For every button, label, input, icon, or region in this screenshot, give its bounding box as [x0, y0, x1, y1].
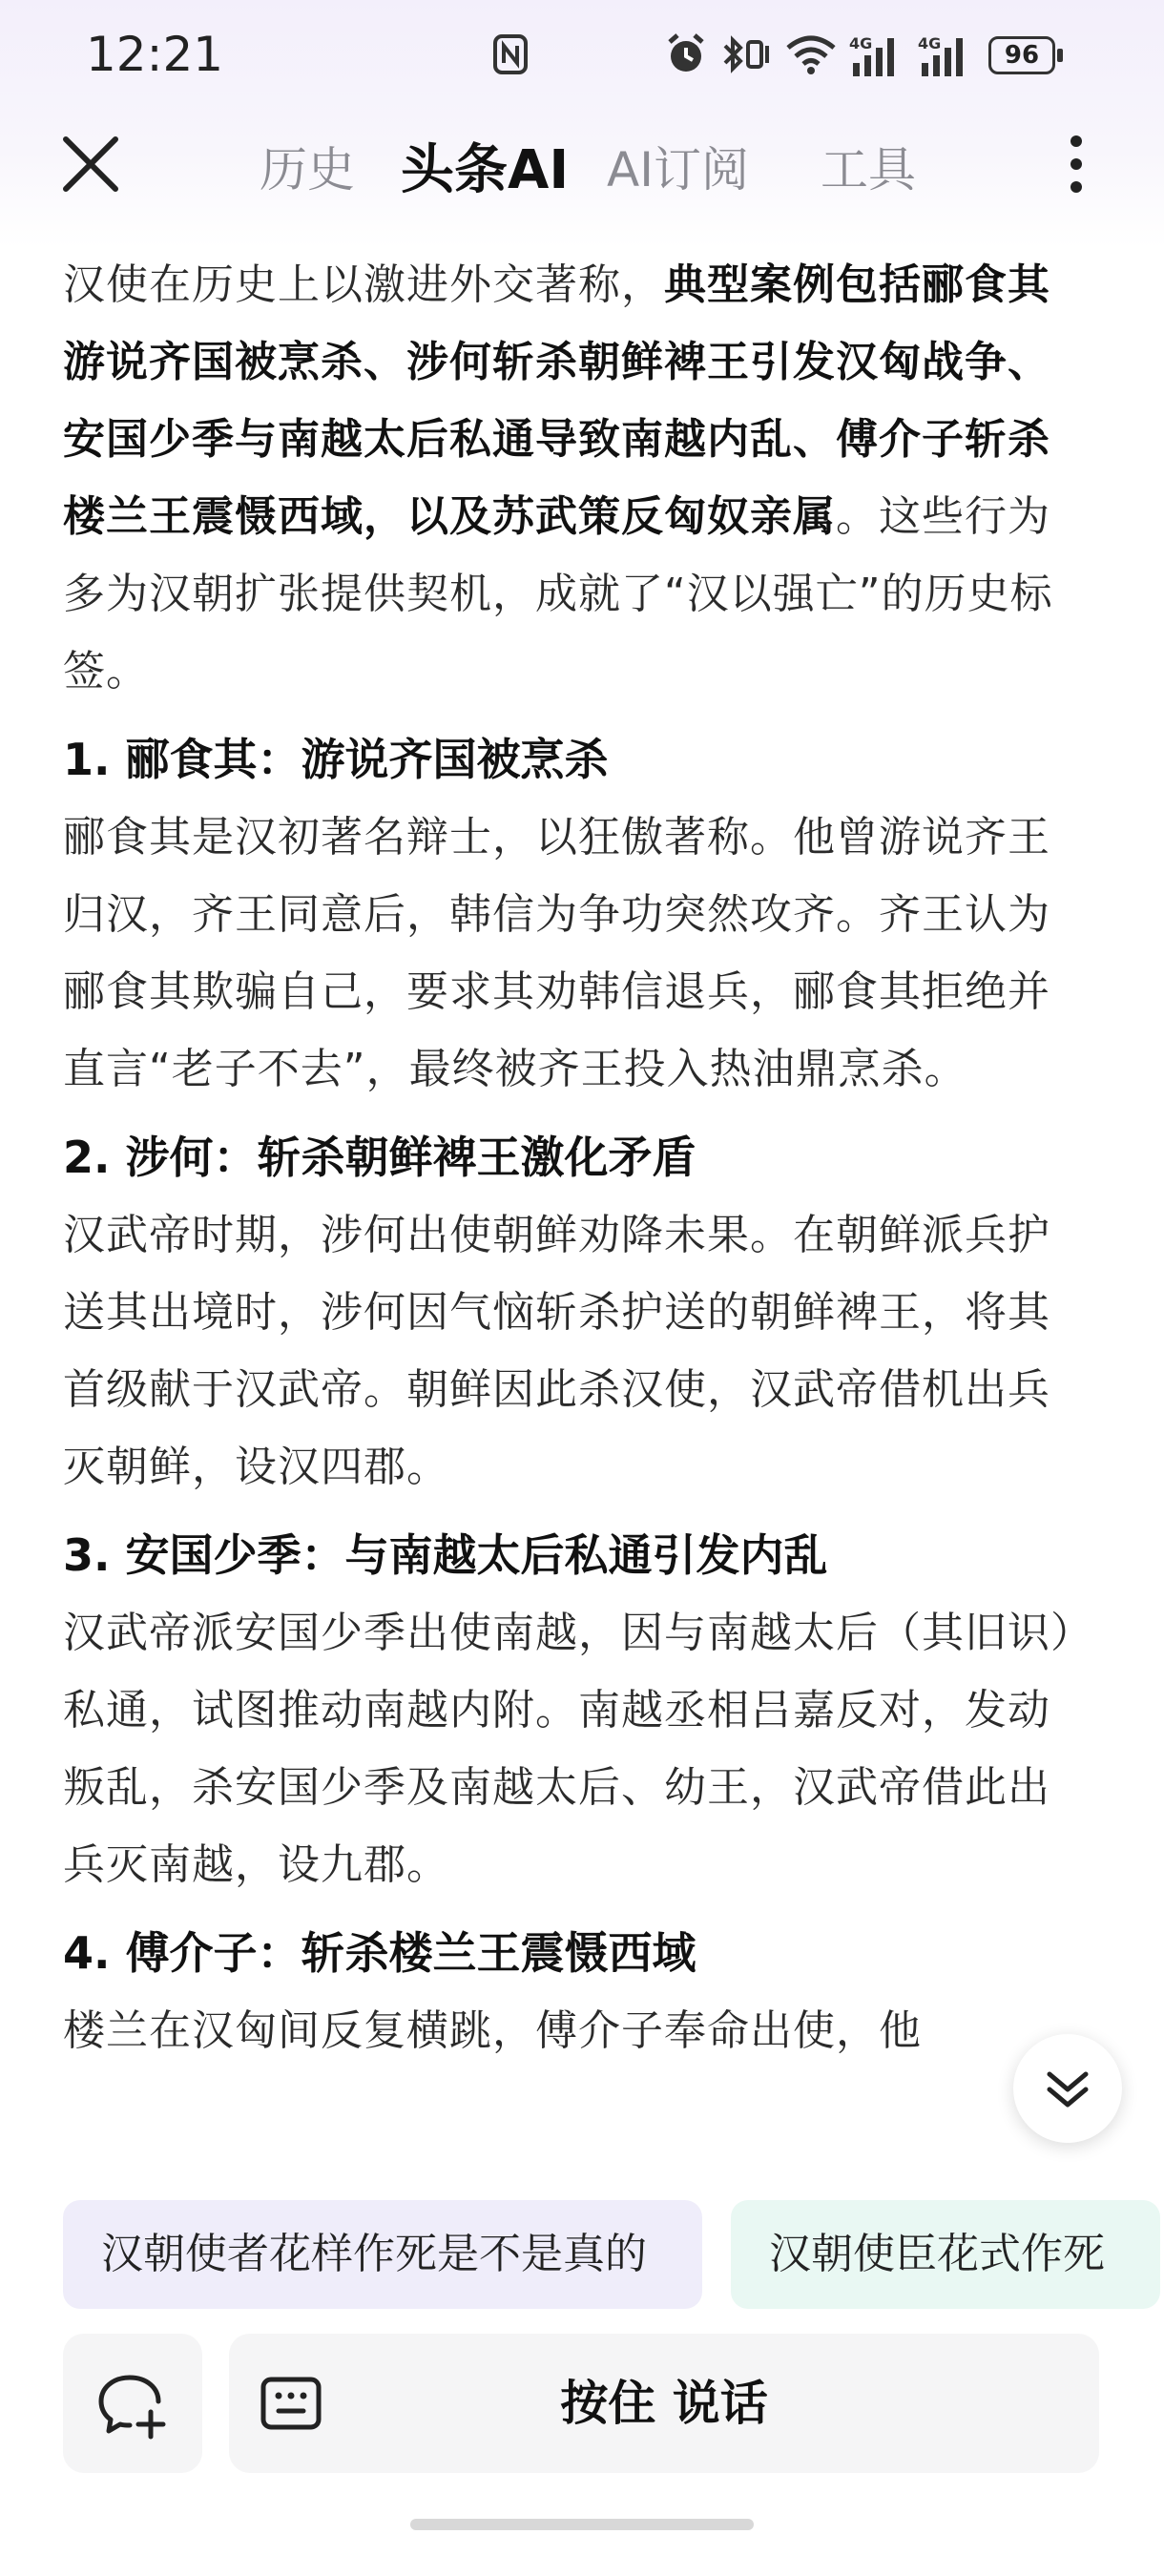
section-4	[63, 1915, 1074, 2069]
top-nav-bar	[0, 114, 1164, 210]
section-title: 2. 涉何：斩杀朝鲜裨王激化矛盾	[63, 1132, 696, 1183]
section-body: 郦食其是汉初著名辩士，以狂傲著称。他曾游说齐王归汉，齐王同意后，韩信为争功突然攻齐。齐王认为郦食其欺骗自己，要求其劝韩信退兵，郦食其拒绝并直言“老子不去”，最终被齐王投入热油鼎烹杀。	[63, 813, 1050, 1093]
double-chevron-down-icon	[1013, 2034, 1122, 2143]
status-bar	[0, 0, 1164, 114]
tab-toutiao-ai[interactable]: 头条AI	[401, 139, 570, 201]
hold-to-talk-label: 按住 说话	[560, 2376, 768, 2431]
more-options-icon[interactable]	[1050, 124, 1103, 204]
new-chat-button[interactable]	[63, 2334, 202, 2473]
new-chat-icon	[63, 2334, 202, 2473]
tab-ai-subscription[interactable]: AI订阅	[607, 142, 749, 197]
network-type-label: 4G	[849, 34, 873, 52]
bluetooth-vibrate-icon	[717, 31, 775, 78]
network-1-icon	[849, 34, 906, 78]
section-body: 楼兰在汉匈间反复横跳，傅介子奉命出使，他	[63, 2006, 922, 2055]
suggestion-chip[interactable]: 汉朝使者花样作死是不是真的	[63, 2200, 702, 2309]
network-type-label: 4G	[918, 34, 942, 52]
section-1	[63, 721, 1074, 1108]
close-icon[interactable]	[52, 126, 129, 202]
home-indicator	[410, 2519, 754, 2530]
battery-level: 96	[1004, 41, 1040, 70]
hold-to-talk-button[interactable]	[229, 2334, 1099, 2473]
intro-highlight: 典型案例包括郦食其游说齐国被烹杀、涉何斩杀朝鲜裨王引发汉匈战争、安国少季与南越太后私通导致南越内乱、傅介子斩杀楼兰王震慑西域，以及苏武策反匈奴亲属	[63, 260, 1050, 541]
intro-text: 汉使在历史上以激进外交著称，	[63, 260, 664, 309]
tab-history[interactable]: 历史	[260, 142, 355, 197]
nfc-icon	[491, 31, 530, 78]
tab-tools[interactable]: 工具	[821, 142, 916, 197]
status-time: 12:21	[86, 27, 224, 82]
wifi-icon	[784, 31, 838, 78]
section-title: 4. 傅介子：斩杀楼兰王震慑西域	[63, 1927, 696, 1979]
suggestion-chip[interactable]: 汉朝使臣花式作死	[731, 2200, 1160, 2309]
section-2	[63, 1119, 1074, 1506]
alarm-icon	[665, 31, 707, 78]
answer-intro	[63, 246, 1074, 710]
scroll-to-bottom-button[interactable]	[1013, 2034, 1122, 2143]
section-title: 1. 郦食其：游说齐国被烹杀	[63, 734, 609, 785]
section-3	[63, 1517, 1074, 1903]
network-2-icon	[918, 34, 975, 78]
section-title: 3. 安国少季：与南越太后私通引发内乱	[63, 1529, 828, 1581]
intro-text-end: 。这些行为多为汉朝扩张提供契机，成就了“汉以强亡”的历史标签。	[63, 492, 1053, 696]
section-body: 汉武帝时期，涉何出使朝鲜劝降未果。在朝鲜派兵护送其出境时，涉何因气恼斩杀护送的朝鲜裨王，将其首级献于汉武帝。朝鲜因此杀汉使，汉武帝借机出兵灭朝鲜，设汉四郡。	[63, 1211, 1050, 1491]
ai-answer-content	[63, 246, 1074, 2173]
section-body: 汉武帝派安国少季出使南越，因与南越太后（其旧识）私通，试图推动南越内附。南越丞相吕嘉反对，发动叛乱，杀安国少季及南越太后、幼王，汉武帝借此出兵灭南越，设九郡。	[63, 1609, 1072, 1889]
battery-icon	[988, 36, 1065, 74]
